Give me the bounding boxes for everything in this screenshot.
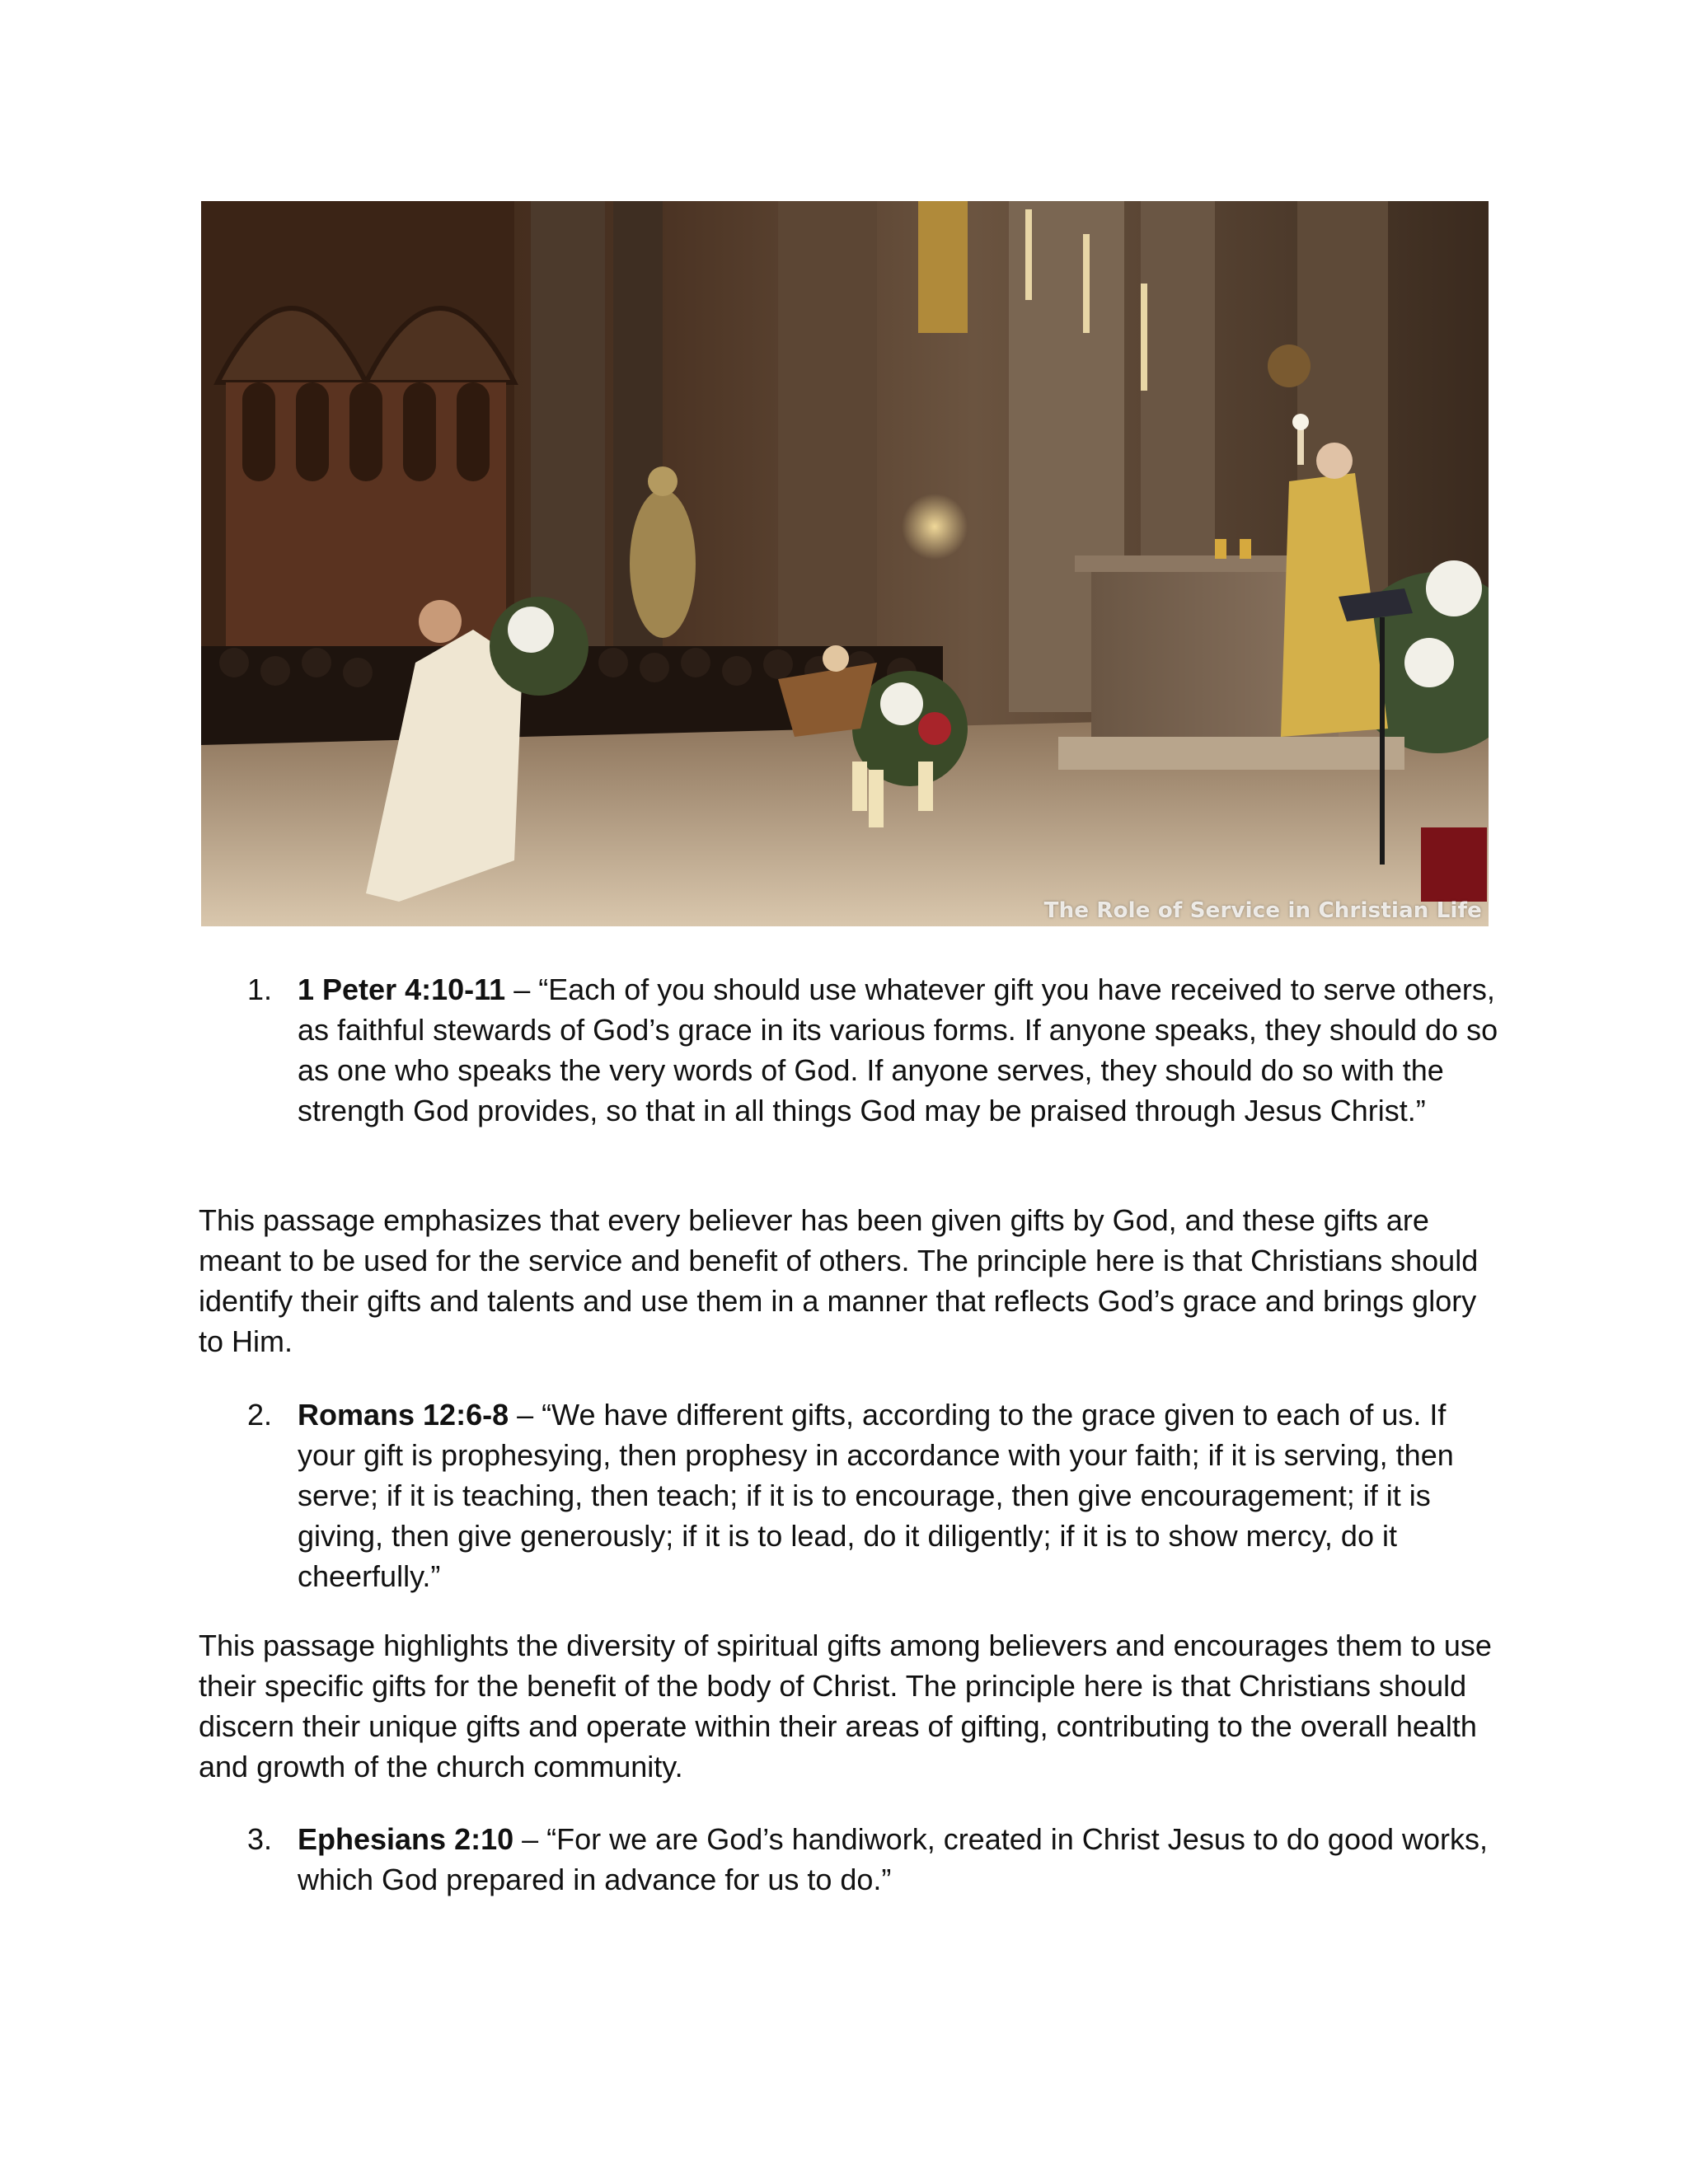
list-item-body [298, 1819, 1501, 1900]
paragraph-1: This passage emphasizes that every believer has been given gifts by God, and these gifts are meant to be used for the service and benefit of others. The principle here is that Christians should identify their gifts and talents and use them in a manner that reflects God’s grace and brings glory to Him. [199, 1203, 1479, 1358]
separator: – [509, 1398, 542, 1432]
list-item-1 [247, 969, 1500, 1171]
scripture-reference: Romans 12:6-8 [298, 1398, 509, 1432]
list-item-2 [247, 1394, 1500, 1596]
list-item-body [298, 1394, 1501, 1596]
list-number: 1. [247, 972, 273, 1006]
cathedral-illustration [201, 201, 1489, 926]
list-item-body [298, 969, 1501, 1131]
separator: – [505, 972, 539, 1006]
list-item-3 [247, 1819, 1500, 1900]
scripture-reference: Ephesians 2:10 [298, 1822, 514, 1856]
scripture-quote: “Each of you should use whatever gift you have received to serve others, as faithful stewards of God’s grace in its various forms. If anyone speaks, they should do so as one who speaks the very words of God. If anyone serves, they should do so with the strength God provides, so that in all things God may be praised through Jesus Christ.” [298, 972, 1498, 1127]
scripture-quote: “For we are God’s handiwork, created in Christ Jesus to do good works, which God prepared in advance for us to do.” [298, 1822, 1489, 1896]
scripture-quote: “We have different gifts, according to the grace given to each of us. If your gift is prophesying, then prophesy in accordance with your faith; if it is serving, then serve; if it is teaching, then teach; if it is to encourage, then give encouragement; if it is giving, then give generously; if it is to lead, do it diligently; if it is to show mercy, do it cheerfully.” [298, 1398, 1454, 1593]
list-number: 3. [247, 1822, 273, 1856]
separator: – [513, 1822, 547, 1856]
paragraph-2: This passage highlights the diversity of spiritual gifts among believers and encourages them to use their specific gifts for the benefit of the body of Christ. The principle here is that Christians should discern their unique gifts and operate within their areas of gifting, contributing to the overall health and growth of the church community. [199, 1629, 1492, 1783]
scripture-reference: 1 Peter 4:10-11 [298, 972, 506, 1006]
photo-caption: The Role of Service in Christian Life [1043, 898, 1482, 923]
list-number: 2. [247, 1398, 273, 1432]
cathedral-photo [201, 201, 1489, 926]
